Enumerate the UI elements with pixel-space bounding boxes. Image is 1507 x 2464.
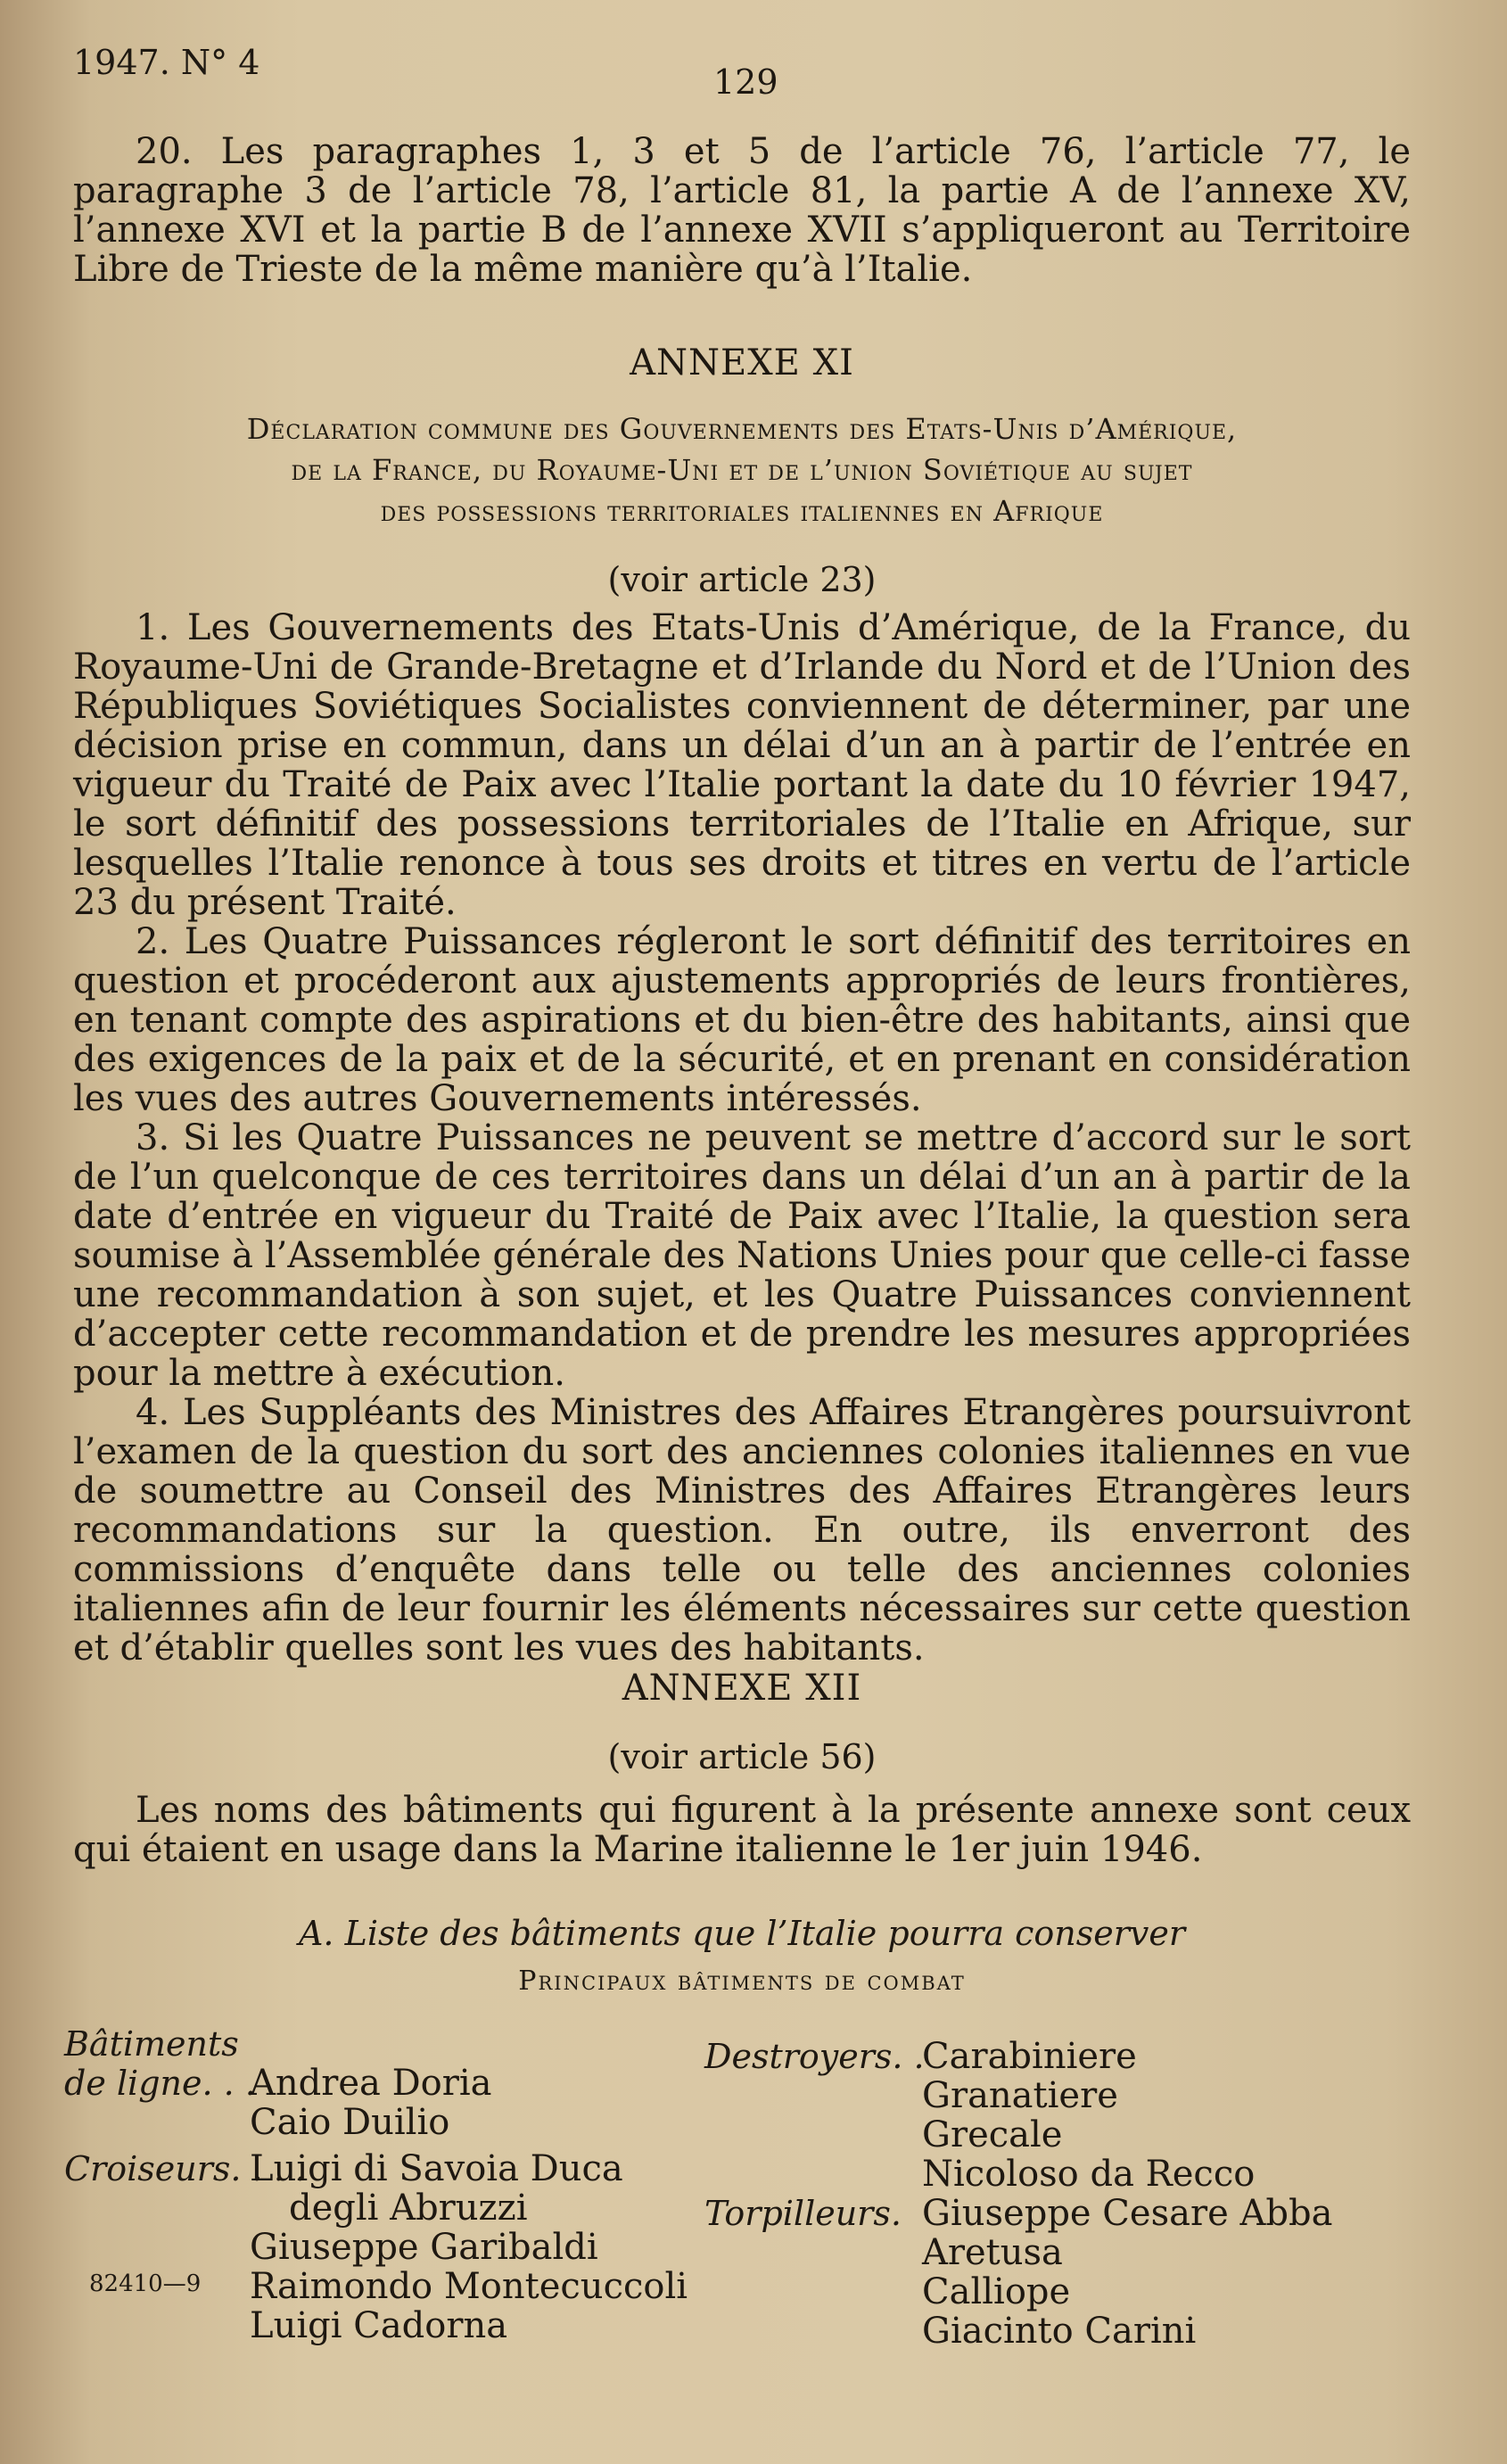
list-item: Giuseppe Cesare Abba	[922, 2193, 1333, 2234]
list-item: Andrea Doria	[250, 2063, 492, 2104]
list-item: Caio Duilio	[250, 2102, 450, 2143]
annex-xii-intro-text: Les noms des bâtiments qui figurent à la présente annexe sont ceux qui étaient en usage dans la Marine italienne le 1er juin 1946.	[73, 1790, 1411, 1870]
list-item: Aretusa	[922, 2232, 1063, 2273]
list-item: Giacinto Carini	[922, 2311, 1197, 2352]
annex-xi-paragraph-3: 3. Si les Quatre Puissances ne peuvent se mettre d’accord sur le sort de l’un quelconque de ces territoires dans un délai d’un an à partir de la date d’entrée en vigueur du Traité de Paix avec l’Italie, la question sera soumise à l’Assemblée générale des Nations Unies pour que celle-ci fasse une recommandation à son sujet, et les Quatre Puissances conviennent d’accepter cette recommandation et de prendre les mesures appropriées pour la mettre à exécution.	[73, 1117, 1411, 1394]
see-article-23: (voir article 23)	[607, 560, 877, 599]
destroyers-label: Destroyers. .	[704, 2037, 925, 2076]
battleships-list	[250, 2064, 492, 2142]
list-item: Calliope	[922, 2271, 1071, 2312]
list-title: A. Liste des bâtiments que l’Italie pourra conserver	[298, 1914, 1186, 1953]
list-item: Granatiere	[922, 2075, 1118, 2116]
declaration-title	[73, 408, 1411, 532]
cruisers-label: Croiseurs. . . .	[64, 2149, 306, 2188]
header-left: 1947. N° 4	[73, 43, 260, 82]
annex-xi-paragraph-2: 2. Les Quatre Puissances régleront le sort définitif des territoires en question et procéderont aux ajustements appropriés de leurs frontières, en tenant compte des aspirations et du bien-être des habitants, ainsi que des exigences de la paix et de la sécurité, et en prenant en considération les vues des autres Gouvernements intéressés.	[73, 921, 1411, 1119]
annex-xi-title: ANNEXE XI	[630, 342, 854, 383]
declaration-line-2: de la France, du Royaume-Uni et de l’union Soviétique au sujet	[291, 453, 1193, 487]
annex-xi-paragraph-1: 1. Les Gouvernements des Etats-Unis d’Amérique, de la France, du Royaume-Uni de Grande-Bretagne et d’Irlande du Nord et de l’Union des Républiques Soviétiques Socialistes conviennent de déterminer, par une décision prise en commun, dans un délai d’un an à partir de l’entrée en vigueur du Traité de Paix avec l’Italie portant la date du 10 février 1947, le sort définitif des possessions territoriales de l’Italie en Afrique, sur lesquelles l’Italie renonce à tous ses droits et titres en vertu de l’article 23 du présent Traité.	[73, 607, 1411, 923]
battleships-label-1: Bâtiments	[64, 2024, 239, 2064]
list-item: Raimondo Montecuccoli	[250, 2266, 688, 2307]
list-item: degli Abruzzi	[289, 2188, 528, 2229]
annex-xii-intro	[73, 1791, 1411, 1869]
cruisers-list	[250, 2149, 688, 2345]
paragraph-20-text: 20. Les paragraphes 1, 3 et 5 de l’article 76, l’article 77, le paragraphe 3 de l’article 78, l’article 81, la partie A de l’annexe XV, l’annexe XVI et la partie B de l’annexe XVII s’appliqueront au Territoire Libre de Trieste de la même manière qu’à l’Italie.	[73, 131, 1411, 290]
annex-xii-title: ANNEXE XII	[622, 1668, 862, 1709]
see-article-56: (voir article 56)	[607, 1737, 877, 1776]
torpedo-boats-list	[922, 2194, 1332, 2351]
declaration-line-3: des possessions territoriales italiennes en Afrique	[380, 494, 1104, 528]
list-item: Carabiniere	[922, 2036, 1137, 2077]
list-item: Luigi Cadorna	[250, 2305, 508, 2346]
list-subtitle: Principaux bâtiments de combat	[518, 1965, 966, 1997]
annex-xi-paragraph-4: 4. Les Suppléants des Ministres des Affaires Etrangères poursuivront l’examen de la question du sort des anciennes colonies italiennes en vue de soumettre au Conseil des Ministres des Affaires Etrangères leurs recommandations sur la question. En outre, ils enverront des commissions d’enquête dans telle ou telle des anciennes colonies italiennes afin de leur fournir les éléments nécessaires sur cette question et d’établir quelles sont les vues des habitants.	[73, 1392, 1411, 1669]
paragraph-20	[73, 132, 1411, 289]
print-code: 82410—9	[89, 2270, 202, 2297]
list-item: Giuseppe Garibaldi	[250, 2227, 598, 2268]
list-item: Grecale	[922, 2114, 1063, 2155]
battleships-label-2: de ligne. . .	[64, 2064, 256, 2103]
annex-xi-paragraphs	[73, 608, 1411, 1668]
list-item: Luigi di Savoia Duca	[250, 2148, 623, 2189]
declaration-line-1: Déclaration commune des Gouvernements des Etats-Unis d’Amérique,	[246, 412, 1238, 446]
destroyers-list	[922, 2037, 1255, 2194]
torpedo-boats-label: Torpilleurs.	[704, 2194, 902, 2233]
page-number: 129	[713, 62, 778, 102]
list-item: Nicoloso da Recco	[922, 2154, 1256, 2195]
